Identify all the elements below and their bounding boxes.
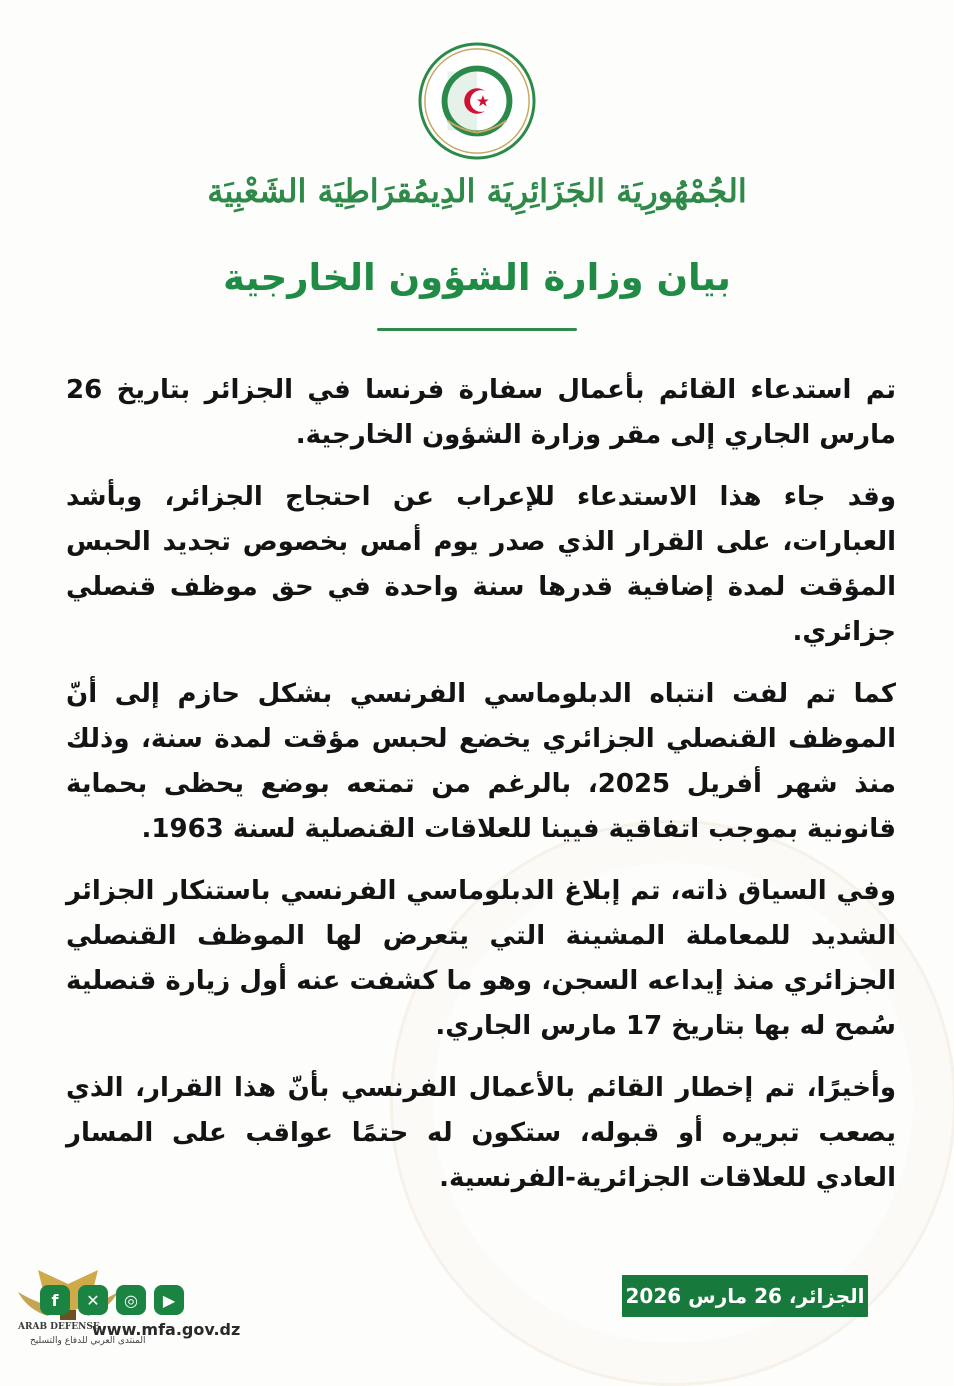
paragraph-3: كما تم لفت انتباه الدبلوماسي الفرنسي بشكل حازم إلى أنّ الموظف القنصلي الجزائري يخضع لحبس مؤقت لمدة سنة، وذلك منذ شهر أفريل 2025، بالرغم من تمتعه بوضع يحظى بحماية قانونية بموجب اتفاقية فيينا للعلاقات القنصلية لسنة 1963. [66,679,896,844]
instagram-icon[interactable]: ◎ [116,1285,146,1315]
paragraph-2: وقد جاء هذا الاستدعاء للإعراب عن احتجاج الجزائر، وبأشد العبارات، على القرار الذي صدر يوم أمس بخصوص تجديد الحبس المؤقت لمدة إضافية قدرها سنة واحدة في حق موظف قنصلي جزائري. [66,482,896,647]
paragraph-1: تم استدعاء القائم بأعمال سفارة فرنسا في الجزائر بتاريخ 26 مارس الجاري إلى مقر وزارة الشؤون الخارجية. [66,375,896,450]
website-link[interactable]: www.mfa.gov.dz [92,1320,241,1339]
ministry-logo [418,42,536,160]
statement-body [66,368,896,1218]
paragraph-5: وأخيرًا، تم إخطار القائم بالأعمال الفرنسي بأنّ هذا القرار، الذي يصعب تبريره أو قبوله، ستكون له حتمًا عواقب على المسار العادي للعلاقات الجزائرية-الفرنسية. [66,1073,896,1193]
social-icons [40,1285,184,1315]
title-divider [377,328,577,331]
facebook-icon[interactable]: f [40,1285,70,1315]
paragraph-4: وفي السياق ذاته، تم إبلاغ الدبلوماسي الفرنسي باستنكار الجزائر الشديد للمعاملة المشينة التي يتعرض لها الموظف القنصلي الجزائري منذ إيداعه السجن، وهو ما كشفت عنه أول زيارة قنصلية سُمح له بها بتاريخ 17 مارس الجاري. [66,876,896,1041]
statement-heading: بيان وزارة الشؤون الخارجية [223,256,731,299]
youtube-icon[interactable]: ▶ [154,1285,184,1315]
forum-name: ARAB DEFENSE [18,1322,100,1332]
x-icon[interactable]: ✕ [78,1285,108,1315]
forum-subtitle: المنتدى العربي للدفاع والتسليح [30,1336,146,1346]
date-badge: الجزائر، 26 مارس 2026 [622,1275,868,1317]
republic-title: الجُمْهُورِيَة الجَزَائِرِيَة الدِيمُقرَاطِيَة الشَعْبِيَة [207,172,747,210]
